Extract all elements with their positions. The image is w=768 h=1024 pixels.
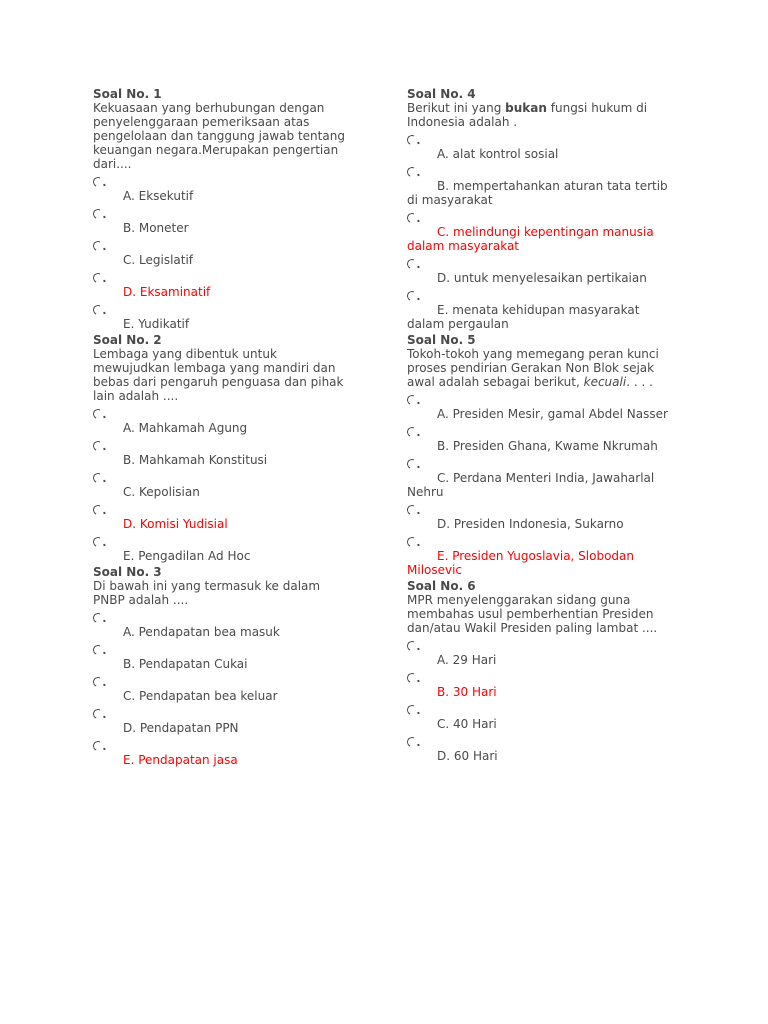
question-text-after: . . . . <box>626 375 653 389</box>
radio-button-icon[interactable] <box>406 258 419 271</box>
answer-option[interactable] <box>93 613 355 639</box>
question-title: Soal No. 2 <box>93 333 162 347</box>
question-text <box>407 101 677 129</box>
answer-option-label-correct: E. Presiden Yugoslavia, Slobodan Milosevic <box>407 549 634 577</box>
radio-button-icon[interactable] <box>92 272 105 285</box>
answer-option[interactable] <box>407 505 677 531</box>
radio-button-icon[interactable] <box>92 240 105 253</box>
answer-option[interactable] <box>407 135 677 161</box>
answer-option[interactable] <box>407 737 677 763</box>
radio-button-icon[interactable] <box>92 440 105 453</box>
answer-option[interactable] <box>93 441 355 467</box>
answer-option-label: B. mempertahankan aturan tata tertib di masyarakat <box>407 179 668 207</box>
answer-option-label: A. 29 Hari <box>437 653 497 667</box>
question-text-part: MPR menyelenggarakan sidang guna membahas usul pemberhentian Presiden dan/atau Wakil Presiden paling lambat .... <box>407 593 658 635</box>
radio-button-icon[interactable] <box>406 212 419 225</box>
answer-option-label: B. Mahkamah Konstitusi <box>123 453 268 467</box>
answer-option[interactable] <box>407 673 677 699</box>
radio-button-icon[interactable] <box>92 504 105 517</box>
answer-option-label-correct: B. 30 Hari <box>437 685 497 699</box>
radio-button-icon[interactable] <box>406 672 419 685</box>
question-text <box>93 579 355 607</box>
answer-option-label: E. Yudikatif <box>123 317 190 331</box>
radio-button-icon[interactable] <box>406 426 419 439</box>
answer-option[interactable] <box>93 709 355 735</box>
answer-option[interactable] <box>93 741 355 767</box>
radio-button-icon[interactable] <box>92 612 105 625</box>
right-column <box>407 87 677 765</box>
answer-option[interactable] <box>93 241 355 267</box>
radio-button-icon[interactable] <box>406 134 419 147</box>
radio-button-icon[interactable] <box>92 536 105 549</box>
answer-option[interactable] <box>407 291 677 331</box>
question-text-emphasis: kecuali <box>583 375 627 389</box>
answer-option-label-correct: E. Pendapatan jasa <box>123 753 238 767</box>
radio-button-icon[interactable] <box>92 644 105 657</box>
question-text-emphasis: bukan <box>505 101 547 115</box>
answer-option[interactable] <box>407 259 677 285</box>
radio-button-icon[interactable] <box>406 536 419 549</box>
answer-option-label: D. Presiden Indonesia, Sukarno <box>437 517 624 531</box>
answer-option-label-correct: D. Komisi Yudisial <box>123 517 228 531</box>
question-title: Soal No. 5 <box>407 333 476 347</box>
answer-option[interactable] <box>407 167 677 207</box>
answer-option[interactable] <box>407 427 677 453</box>
answer-option[interactable] <box>93 505 355 531</box>
answer-option-label: A. Eksekutif <box>123 189 194 203</box>
radio-button-icon[interactable] <box>92 676 105 689</box>
radio-button-icon[interactable] <box>406 704 419 717</box>
answer-option[interactable] <box>407 641 677 667</box>
question-text-part: Lembaga yang dibentuk untuk mewujudkan lembaga yang mandiri dan bebas dari pengaruh penguasa dan pihak lain adalah .... <box>93 347 344 403</box>
answer-option[interactable] <box>93 537 355 563</box>
radio-button-icon[interactable] <box>406 736 419 749</box>
question-text <box>93 101 355 171</box>
radio-button-icon[interactable] <box>406 504 419 517</box>
question-block <box>407 579 677 763</box>
question-text <box>407 593 677 635</box>
question-text-before: Tokoh-tokoh yang memegang peran kunci proses pendirian Gerakan Non Blok sejak awal adalah sebagai berikut, <box>407 347 659 389</box>
answer-option-label: A. Mahkamah Agung <box>123 421 248 435</box>
answer-option-label: C. 40 Hari <box>437 717 497 731</box>
question-title: Soal No. 1 <box>93 87 162 101</box>
answer-option[interactable] <box>407 537 677 577</box>
question-text <box>93 347 355 403</box>
answer-option-label: D. untuk menyelesaikan pertikaian <box>437 271 647 285</box>
radio-button-icon[interactable] <box>92 304 105 317</box>
radio-button-icon[interactable] <box>92 708 105 721</box>
question-block <box>93 565 355 767</box>
question-title: Soal No. 6 <box>407 579 476 593</box>
answer-option-label: C. Legislatif <box>123 253 194 267</box>
answer-option[interactable] <box>93 473 355 499</box>
answer-option[interactable] <box>93 177 355 203</box>
question-block <box>407 87 677 331</box>
radio-button-icon[interactable] <box>92 472 105 485</box>
radio-button-icon[interactable] <box>92 176 105 189</box>
answer-option-label: B. Moneter <box>123 221 189 235</box>
answer-option-label: D. Pendapatan PPN <box>123 721 239 735</box>
radio-button-icon[interactable] <box>406 394 419 407</box>
answer-option[interactable] <box>407 705 677 731</box>
question-text-before: Berikut ini yang <box>407 101 506 115</box>
question-text-after: fungsi hukum di Indonesia adalah . <box>407 101 648 129</box>
radio-button-icon[interactable] <box>92 208 105 221</box>
answer-option-label: A. Presiden Mesir, gamal Abdel Nasser <box>437 407 668 421</box>
question-text-part: Di bawah ini yang termasuk ke dalam PNBP adalah .... <box>93 579 321 607</box>
answer-option[interactable] <box>93 273 355 299</box>
answer-option-label: D. 60 Hari <box>437 749 498 763</box>
answer-option-label: B. Presiden Ghana, Kwame Nkrumah <box>437 439 658 453</box>
left-column <box>93 87 355 769</box>
answer-option[interactable] <box>93 677 355 703</box>
answer-option[interactable] <box>407 459 677 499</box>
radio-button-icon[interactable] <box>92 408 105 421</box>
answer-option[interactable] <box>93 305 355 331</box>
radio-button-icon[interactable] <box>406 640 419 653</box>
answer-option[interactable] <box>407 213 677 253</box>
answer-option-label: E. menata kehidupan masyarakat dalam pergaulan <box>407 303 640 331</box>
answer-option[interactable] <box>93 209 355 235</box>
answer-option-label-correct: C. melindungi kepentingan manusia dalam masyarakat <box>407 225 654 253</box>
answer-option-label: C. Pendapatan bea keluar <box>123 689 278 703</box>
question-block <box>93 333 355 563</box>
answer-option[interactable] <box>407 395 677 421</box>
answer-option-label: A. alat kontrol sosial <box>437 147 559 161</box>
question-block <box>407 333 677 577</box>
question-text-part: Kekuasaan yang berhubungan dengan penyelenggaraan pemeriksaan atas pengelolaan dan tanggung jawab tentang keuangan negara.Merupakan pengertian dari.... <box>93 101 345 171</box>
radio-button-icon[interactable] <box>406 166 419 179</box>
answer-option-label: E. Pengadilan Ad Hoc <box>123 549 251 563</box>
radio-button-icon[interactable] <box>92 740 105 753</box>
radio-button-icon[interactable] <box>406 458 419 471</box>
answer-option-label-correct: D. Eksaminatif <box>123 285 211 299</box>
question-title: Soal No. 4 <box>407 87 476 101</box>
answer-option-label: C. Kepolisian <box>123 485 200 499</box>
question-text <box>407 347 677 389</box>
answer-option[interactable] <box>93 409 355 435</box>
radio-button-icon[interactable] <box>406 290 419 303</box>
answer-option-label: C. Perdana Menteri India, Jawaharlal Nehru <box>407 471 655 499</box>
answer-option[interactable] <box>93 645 355 671</box>
answer-option-label: A. Pendapatan bea masuk <box>123 625 280 639</box>
question-block <box>93 87 355 331</box>
answer-option-label: B. Pendapatan Cukai <box>123 657 248 671</box>
question-title: Soal No. 3 <box>93 565 162 579</box>
